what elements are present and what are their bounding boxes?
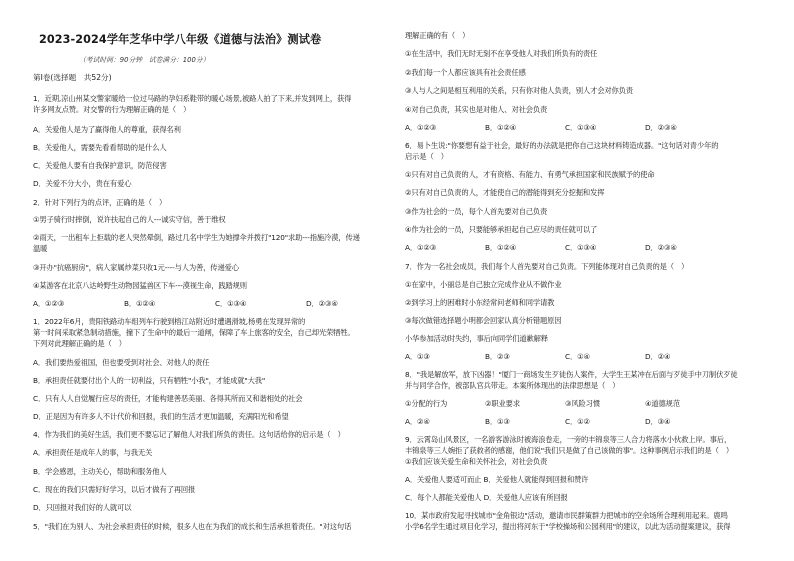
q5-option: A．①②③ bbox=[405, 123, 437, 132]
q5-stem-cont: 理解正确的有（ ） bbox=[405, 31, 470, 40]
q6-item-3: ③作为社会的一员，每个人首先要对自己负责 bbox=[405, 207, 548, 216]
q1-option-c: C．关爱他人要有自我保护意识，防范侵害 bbox=[33, 161, 167, 170]
q9-options-ab: A．关爱他人要适可而止 B．关爱他人就能得到回报和赞许 bbox=[405, 475, 589, 484]
q8-items bbox=[405, 398, 680, 409]
q10-stem: 10．某市政府发起寻找城市"金角银边"活动，邀请市民群策群力把城市的空余场所合理利用起来。鹿鸣 bbox=[405, 511, 728, 520]
q7-option: B．②③ bbox=[485, 352, 510, 361]
q4-option-b: B．学会感恩，主动关心，帮助和服务他人 bbox=[33, 467, 167, 476]
q1-option-a: A．关爱他人是为了赢得他人的尊重，获得名利 bbox=[33, 125, 181, 134]
q9-options-cd: C．每个人都能关爱他人 D．关爱他人应该有所回报 bbox=[405, 493, 568, 502]
q3-option-b: B．承担责任就要付出个人的一切利益，只有牺牲"小我"，才能成就"大我" bbox=[33, 376, 266, 385]
q2-item-4: ④某游客在北京八达岭野生动物园猛兽区下车---漠视生命，践踏规则 bbox=[33, 281, 247, 290]
q6-item-4: ④作为社会的一员，只要能够承担起自己应尽的责任就可以了 bbox=[405, 225, 598, 234]
q7-stem: 7．作为一名社会成员，我们每个人首先要对自己负责。下列能体现对自己负责的是（ ） bbox=[405, 262, 689, 271]
q3-option-c: C．只有人人自觉履行应尽的责任，才能构建善恶美丽、各得其所而又和谐相处的社会 bbox=[33, 394, 303, 403]
q8-option: B．①③ bbox=[485, 417, 510, 426]
q2-item-3: ③开办"抗癌厨房"，病人家属炒菜只收1元----与人为善，传递爱心 bbox=[33, 263, 239, 272]
q8-option: D．③④ bbox=[645, 417, 671, 426]
q4-stem: 4．作为我们的美好生活，我们更不要忘记了解他人对我们所负的责任。这句话给你的启示是（ ） bbox=[33, 430, 345, 439]
exam-info: （考试时间：90分钟 试卷满分：100分） bbox=[79, 56, 210, 64]
q7-item-3: ③每次做错选择题小明都会回家认真分析错题原因 bbox=[405, 316, 562, 325]
q6-item-2: ②只有对自己负责的人，才能使自己的潜能得到充分挖掘和发挥 bbox=[405, 188, 605, 197]
q6-option: B．①②④ bbox=[485, 243, 517, 252]
q6-item-1: ①只有对自己负责的人，才有资格、有能力、有勇气承担国家和民族赋予的使命 bbox=[405, 170, 655, 179]
q2-option: A．①②③ bbox=[33, 299, 65, 308]
q3-stem-cont: 第一时间采取紧急制动措施，撞下了生命中的最后一道闸，保障了车上旅客的安全，自己却光荣牺牲。 bbox=[33, 328, 355, 337]
q9-stem-cont: 丰锦泉等三人婉拒了获救者的感谢，他们说"我们只是做了自己该做的事"。这种事例启示我们的是（ ） bbox=[405, 446, 734, 455]
q7-item-2: ②到学习上的困难时小东经常问老师和同学请教 bbox=[405, 298, 555, 307]
q1-option-d: D．关爱不分大小，贵在有爱心 bbox=[33, 179, 132, 188]
q5-option: B．①②④ bbox=[485, 123, 517, 132]
q6-options bbox=[405, 242, 677, 253]
q9-stem: 9．云霄岛山风景区，一名游客游泳时被海浪卷走，一旁的丰锦泉等三人合力将落水小伙救上岸。事后， bbox=[405, 435, 732, 444]
q2-options bbox=[33, 298, 338, 309]
q5-options bbox=[405, 122, 677, 133]
q8-item: ④道德规范 bbox=[645, 399, 680, 408]
q3-option-d: D．正是因为有许多人不计代价和回报，我们的生活才更加温暖，充满阳光和希望 bbox=[33, 412, 289, 421]
q4-option-d: D．只回报对我们好的人就可以 bbox=[33, 503, 132, 512]
q5-item-1: ①在生活中，我们无时无刻不在享受他人对我们所负有的责任 bbox=[405, 49, 598, 58]
q1-option-b: B．关爱他人，需要先看看帮助的是什么人 bbox=[33, 143, 167, 152]
q8-stem: 8．"我是解放军，放下凶器！"厦门一商场发生歹徒伤人案件，大学生王某冲在后面与歹徒手中刀制伏歹徒 bbox=[405, 370, 738, 379]
q6-stem: 6．易卜生说:"你要想有益于社会，最好的办法就是把你自己这块材料铸造成器。"这句话对青少年的 bbox=[405, 141, 719, 150]
section-heading: 第Ⅰ卷(选择题 共52分) bbox=[33, 73, 112, 82]
q8-options bbox=[405, 416, 670, 427]
q8-option: C．①② bbox=[565, 417, 590, 426]
q6-stem-cont: 启示是（ ） bbox=[405, 152, 448, 161]
q2-stem: 2．针对下列行为的点评，正确的是（ ） bbox=[33, 198, 167, 207]
q7-option: D．②④ bbox=[645, 352, 671, 361]
q6-option: C．①③④ bbox=[565, 243, 597, 252]
q2-option: B．①②④ bbox=[124, 299, 156, 308]
q3-stem: 1．2022年6月，贵阳铁路动车组列车行驶到榕江站附近时遭遇滑坡,杨勇在发现异常的 bbox=[33, 317, 306, 326]
q7-item-1: ①在家中，小丽总是自己独立完成作业从不做作业 bbox=[405, 280, 562, 289]
q7-option: A．①③ bbox=[405, 352, 430, 361]
q7-item-4: 小华参加活动时失约，事后向同学们道歉解释 bbox=[405, 334, 548, 343]
q10-stem-cont: 小学6名学生通过项目化学习，提出将河东于"学校操场和公园利用"的建议，以此为活动提案建议，获得 bbox=[405, 522, 731, 531]
q5-option: C．①③④ bbox=[565, 123, 597, 132]
q4-option-c: C．现在的我们只需好好学习，以后才做有了再回报 bbox=[33, 485, 196, 494]
q5-option: D．②③④ bbox=[645, 123, 677, 132]
q7-option: C．①④ bbox=[565, 352, 590, 361]
q8-item: ①分配的行为 bbox=[405, 399, 448, 408]
q2-item-2: ②雨天，一出租车上拒载的老人突然晕倒，路过几名中学生为她撑伞并拨打"120"求助---指施冷漠，传递 bbox=[33, 233, 360, 242]
q8-stem-cont: 并与同学合作，被部队官兵带走。本案所体现出的法律思想是（ ） bbox=[405, 381, 620, 390]
q8-item: ③风险习惯 bbox=[565, 399, 600, 408]
q8-option: A．②④ bbox=[405, 417, 430, 426]
q5-item-3: ③人与人之间是相互利用的关系，只有你对他人负责，别人才会对你负责 bbox=[405, 86, 633, 95]
q2-option: D．②③④ bbox=[306, 299, 338, 308]
q5-stem: 5．"我们在为别人、为社会承担责任的时候，很多人也在为我们的成长和生活承担着责任。"对这句话 bbox=[33, 522, 352, 531]
q4-option-a: A．承担责任是成年人的事，与我无关 bbox=[33, 448, 153, 457]
q3-option-a: A．我们要热爱祖国，但也要受到对社会、对他人的责任 bbox=[33, 358, 210, 367]
q3-stem-cont: 下列对此理解正确的是（ ） bbox=[33, 339, 126, 348]
q6-option: D．②③④ bbox=[645, 243, 677, 252]
q5-item-4: ④对自己负责，其实也是对他人、对社会负责 bbox=[405, 105, 548, 114]
q2-item-2-cont: 温暖 bbox=[33, 244, 48, 253]
q9-stem-cont: ①我们应该关爱生命和关怀社会，对社会负责 bbox=[405, 457, 548, 466]
page-title: 2023-2024学年芝华中学八年级《道德与法治》测试卷 bbox=[39, 33, 322, 46]
q2-item-1: ①男子骑行时摔倒，说许扶起自己的人---诚实守信，善于维权 bbox=[33, 215, 226, 224]
q6-option: A．①②③ bbox=[405, 243, 437, 252]
q1-stem-cont: 许多网友点赞。对交警的行为理解正确的是（ ） bbox=[33, 105, 191, 114]
q5-item-2: ②我们每一个人都应该具有社会责任感 bbox=[405, 68, 526, 77]
q8-item: ②职业要求 bbox=[485, 399, 520, 408]
q1-stem: 1．近期,凉山州某交警家暖给一位过马路的孕妇系鞋带的暖心场景,被路人拍了下来,并发到网上，获得 bbox=[33, 94, 352, 103]
q7-options bbox=[405, 351, 670, 362]
q2-option: C．①③④ bbox=[215, 299, 247, 308]
